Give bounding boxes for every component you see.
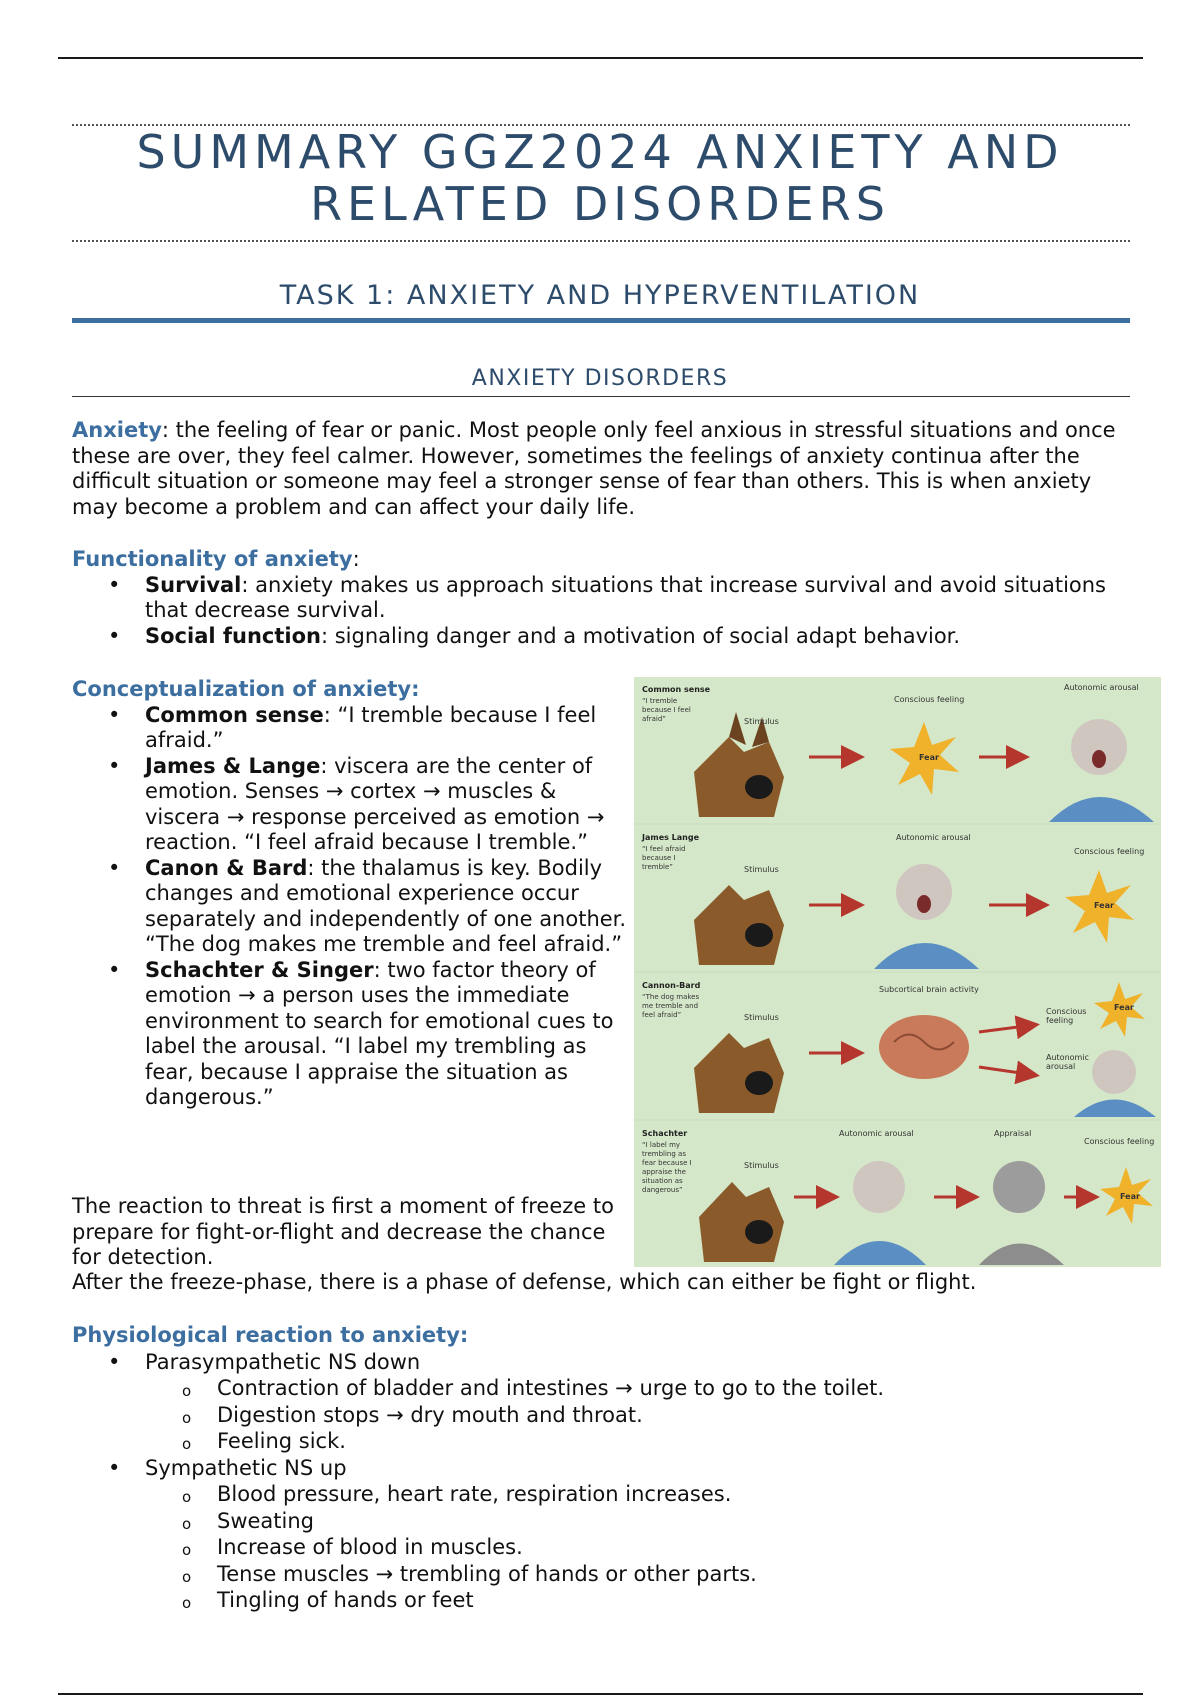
list-item-text: : viscera are the center of emotion. Senses → cortex → muscles & viscera → response perceived as emotion → reaction. “I feel afraid because I tremble.” (145, 753, 605, 854)
panel-stimulus: Stimulus (744, 865, 779, 874)
list-item-term: Canon & Bard (145, 855, 308, 880)
list-item-text: : anxiety makes us approach situations that increase survival and avoid situations that decrease survival. (145, 572, 1106, 622)
section-underline (72, 396, 1130, 397)
person-illustration (1092, 1050, 1136, 1094)
person-illustration (853, 1161, 905, 1213)
list-item (72, 624, 1132, 650)
panel-mid-label: Autonomic arousal (896, 833, 971, 842)
panel-mid2-label: Appraisal (994, 1129, 1032, 1138)
panel-mid-label: Subcortical brain activity (879, 985, 979, 994)
title-dotted-bottom (72, 240, 1130, 242)
conceptualization-block (72, 677, 627, 1111)
brain-illustration (879, 1015, 969, 1079)
panel-label: Schachter (642, 1129, 688, 1138)
panel-quote: “I tremble because I feel afraid” (642, 697, 691, 723)
list-item-text: Sympathetic NS up (145, 1455, 347, 1480)
anxiety-text: : the feeling of fear or panic. Most people only feel anxious in stressful situations and once these are over, they feel calmer. However, sometimes the feelings of anxiety continua after the difficult situation or someone may feel a stronger sense of fear than others. This is when anxiety may become a problem and can affect your daily life. (72, 418, 1116, 519)
sublist-item: o Feeling sick. (72, 1428, 1132, 1455)
panel-badge: Fear (919, 753, 939, 762)
freeze-line-1: The reaction to threat is first a moment of freeze to prepare for fight-or-flight and decrease the chance for detection. (72, 1194, 614, 1269)
emotion-theories-illustration (634, 677, 1161, 1267)
list-item (72, 856, 627, 958)
sublist-item: o Tingling of hands or feet (72, 1587, 1132, 1614)
panel-quote: “I feel afraid because I tremble” (642, 845, 686, 871)
sublist-item: o Blood pressure, heart rate, respiration increases. (72, 1481, 1132, 1508)
functionality-list (72, 573, 1132, 650)
emotion-theories-figure (634, 677, 1161, 1267)
list-item-term: James & Lange (145, 753, 321, 778)
functionality-heading: Functionality of anxiety (72, 547, 353, 571)
sublist-item: o Tense muscles → trembling of hands or other parts. (72, 1561, 1132, 1588)
panel-stimulus: Stimulus (744, 1013, 779, 1022)
panel-end1-label: Conscious feeling (1046, 1007, 1087, 1025)
panel-label: Common sense (642, 685, 711, 694)
panel-stimulus: Stimulus (744, 717, 779, 726)
list-item (72, 703, 627, 754)
sublist-item: o Contraction of bladder and intestines → urge to go to the toilet. (72, 1375, 1132, 1402)
functionality-block (72, 547, 1132, 649)
conceptualization-list (72, 703, 627, 1111)
sympathetic-sublist (72, 1481, 1132, 1614)
sublist-item: o Sweating (72, 1508, 1132, 1535)
panel-quote: “I label my trembling as fear because I appraise the situation as dangerous” (642, 1141, 692, 1194)
panel-label: Cannon-Bard (642, 981, 701, 990)
list-item-text: : two factor theory of emotion → a person uses the immediate environment to search for emotional cues to label the arousal. “I label my trembling as fear, because I appraise the situation as dangerous.” (145, 957, 614, 1109)
panel-end-label: Conscious feeling (1074, 847, 1145, 856)
anxiety-term: Anxiety (72, 418, 162, 442)
physiological-block (72, 1322, 1132, 1614)
anxiety-definition (72, 418, 1132, 520)
physiological-list (72, 1349, 1132, 1376)
list-item-text: : “I tremble because I feel afraid.” (145, 702, 597, 752)
panel-quote: “The dog makes me tremble and feel afraid” (642, 993, 700, 1019)
freeze-line-2: After the freeze-phase, there is a phase of defense, which can either be fight or flight. (72, 1270, 977, 1294)
list-item-text: : signaling danger and a motivation of social adapt behavior. (320, 623, 961, 648)
functionality-colon: : (352, 547, 360, 571)
conceptualization-heading: Conceptualization of anxiety: (72, 677, 420, 701)
person-illustration (993, 1161, 1045, 1213)
page-title: SUMMARY GGZ2024 ANXIETY AND RELATED DISORDERS (136, 125, 1064, 231)
panel-badge: Fear (1094, 901, 1114, 910)
sublist-item: o Digestion stops → dry mouth and throat. (72, 1402, 1132, 1429)
list-item (72, 958, 627, 1111)
list-item-term: Survival (145, 572, 242, 597)
task-underline (72, 318, 1130, 323)
parasympathetic-sublist (72, 1375, 1132, 1455)
list-item-text: Parasympathetic NS down (145, 1349, 421, 1374)
physiological-list-2 (72, 1455, 1132, 1482)
panel-end-label: Conscious feeling (1084, 1137, 1155, 1146)
panel-badge: Fear (1120, 1192, 1140, 1201)
list-item (72, 573, 1125, 624)
list-item-term: Schachter & Singer (145, 957, 374, 982)
list-item-term: Social function (145, 623, 321, 648)
section-heading: ANXIETY DISORDERS (471, 366, 729, 391)
panel-stimulus: Stimulus (744, 1161, 779, 1170)
sublist-item: o Increase of blood in muscles. (72, 1534, 1132, 1561)
list-item (72, 754, 627, 856)
list-item (72, 1349, 1132, 1376)
list-item-text: : the thalamus is key. Bodily changes and emotional experience occur separately and independently of one another. “The dog makes me tremble and feel afraid.” (145, 855, 627, 956)
list-item-term: Common sense (145, 702, 324, 727)
top-rule (58, 57, 1143, 59)
physiological-heading: Physiological reaction to anxiety: (72, 1323, 469, 1347)
bottom-rule (58, 1693, 1143, 1695)
panel-end2-label: Autonomic arousal (1046, 1053, 1089, 1071)
task-heading: TASK 1: ANXIETY AND HYPERVENTILATION (279, 280, 921, 311)
panel-end-label: Autonomic arousal (1064, 683, 1139, 692)
panel-mid-label: Conscious feeling (894, 695, 965, 704)
panel-badge: Fear (1114, 1003, 1134, 1012)
list-item (72, 1455, 1132, 1482)
panel-mid-label: Autonomic arousal (839, 1129, 914, 1138)
panel-label: James Lange (642, 833, 700, 842)
